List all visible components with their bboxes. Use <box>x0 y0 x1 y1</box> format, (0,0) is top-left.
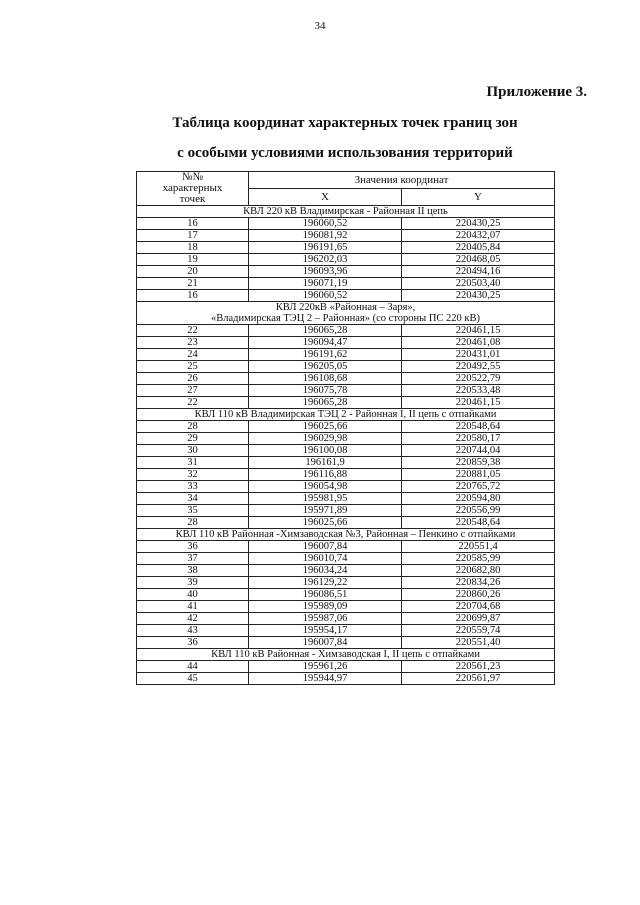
point-number-cell: 35 <box>137 505 249 517</box>
x-coordinate-cell: 196065,28 <box>249 325 402 337</box>
y-coordinate-cell: 220585,99 <box>402 553 555 565</box>
y-coordinate-cell: 220580,17 <box>402 433 555 445</box>
x-coordinate-cell: 196065,28 <box>249 397 402 409</box>
x-coordinate-cell: 196108,68 <box>249 373 402 385</box>
x-coordinate-cell: 196007,84 <box>249 637 402 649</box>
x-coordinate-cell: 195989,09 <box>249 601 402 613</box>
x-coordinate-cell: 196161,9 <box>249 457 402 469</box>
header-y: Y <box>402 189 555 206</box>
x-coordinate-cell: 196100,08 <box>249 445 402 457</box>
table-row <box>137 505 555 517</box>
point-number-cell: 22 <box>137 325 249 337</box>
point-number-cell: 31 <box>137 457 249 469</box>
y-coordinate-cell: 220704,68 <box>402 601 555 613</box>
page-number: 34 <box>314 20 326 32</box>
point-number-cell: 21 <box>137 278 249 290</box>
table-row <box>137 457 555 469</box>
table-row <box>137 349 555 361</box>
section-header-row <box>137 529 555 541</box>
y-coordinate-cell: 220430,25 <box>402 290 555 302</box>
table-row <box>137 385 555 397</box>
y-coordinate-cell: 220405,84 <box>402 242 555 254</box>
table-row <box>137 481 555 493</box>
y-coordinate-cell: 220881,05 <box>402 469 555 481</box>
table-row <box>137 661 555 673</box>
table-row <box>137 601 555 613</box>
table-row <box>137 625 555 637</box>
section-title <box>137 649 555 661</box>
table-row <box>137 613 555 625</box>
section-title-text: КВЛ 220кВ «Районная – Заря», <box>275 302 416 313</box>
point-number-cell: 16 <box>137 290 249 302</box>
table-row <box>137 577 555 589</box>
point-number-cell: 24 <box>137 349 249 361</box>
x-coordinate-cell: 195961,26 <box>249 661 402 673</box>
y-coordinate-cell: 220432,07 <box>402 230 555 242</box>
y-coordinate-cell: 220699,87 <box>402 613 555 625</box>
table-row <box>137 673 555 685</box>
table-row <box>137 421 555 433</box>
x-coordinate-cell: 195987,06 <box>249 613 402 625</box>
table-row <box>137 290 555 302</box>
x-coordinate-cell: 195944,97 <box>249 673 402 685</box>
x-coordinate-cell: 196007,84 <box>249 541 402 553</box>
table-row <box>137 493 555 505</box>
header-coordinate-values: Значения координат <box>249 172 555 189</box>
section-title-text: КВЛ 110 кВ Районная -Химзаводская №3, Районная – Пенкино с отпайками <box>175 529 516 540</box>
header-x: X <box>249 189 402 206</box>
table-row <box>137 517 555 529</box>
point-number-cell: 28 <box>137 421 249 433</box>
y-coordinate-cell: 220860,26 <box>402 589 555 601</box>
x-coordinate-cell: 195981,95 <box>249 493 402 505</box>
section-title <box>137 529 555 541</box>
y-coordinate-cell: 220834,26 <box>402 577 555 589</box>
point-number-cell: 18 <box>137 242 249 254</box>
section-title-text-line-2: «Владимирская ТЭЦ 2 – Районная» (со стороны ПС 220 кВ) <box>211 313 481 324</box>
coordinates-table <box>136 171 555 685</box>
point-number-cell: 42 <box>137 613 249 625</box>
point-number-cell: 17 <box>137 230 249 242</box>
y-coordinate-cell: 220430,25 <box>402 218 555 230</box>
table-row <box>137 553 555 565</box>
x-coordinate-cell: 195954,17 <box>249 625 402 637</box>
section-header-row <box>137 649 555 661</box>
table-row <box>137 254 555 266</box>
y-coordinate-cell: 220461,15 <box>402 325 555 337</box>
x-coordinate-cell: 196071,19 <box>249 278 402 290</box>
table-body <box>137 206 555 685</box>
point-number-cell: 27 <box>137 385 249 397</box>
appendix-label: Приложение 3. <box>486 84 587 100</box>
x-coordinate-cell: 196202,03 <box>249 254 402 266</box>
x-coordinate-cell: 195971,89 <box>249 505 402 517</box>
y-coordinate-cell: 220561,23 <box>402 661 555 673</box>
y-coordinate-cell: 220522,79 <box>402 373 555 385</box>
x-coordinate-cell: 196094,47 <box>249 337 402 349</box>
y-coordinate-cell: 220492,55 <box>402 361 555 373</box>
section-title-text: КВЛ 110 кВ Владимирская ТЭЦ 2 - Районная I, II цепь с отпайками <box>194 409 497 420</box>
table-row <box>137 433 555 445</box>
y-coordinate-cell: 220533,48 <box>402 385 555 397</box>
y-coordinate-cell: 220682,80 <box>402 565 555 577</box>
point-number-cell: 29 <box>137 433 249 445</box>
y-coordinate-cell: 220548,64 <box>402 517 555 529</box>
x-coordinate-cell: 196081,92 <box>249 230 402 242</box>
y-coordinate-cell: 220765,72 <box>402 481 555 493</box>
y-coordinate-cell: 220461,08 <box>402 337 555 349</box>
y-coordinate-cell: 220551,40 <box>402 637 555 649</box>
section-title-text: КВЛ 220 кВ Владимирская - Районная II цепь <box>243 206 448 217</box>
point-number-cell: 40 <box>137 589 249 601</box>
point-number-cell: 26 <box>137 373 249 385</box>
table-row <box>137 445 555 457</box>
table-row <box>137 589 555 601</box>
y-coordinate-cell: 220744,04 <box>402 445 555 457</box>
section-header-row <box>137 206 555 218</box>
point-number-cell: 38 <box>137 565 249 577</box>
x-coordinate-cell: 196025,66 <box>249 421 402 433</box>
y-coordinate-cell: 220461,15 <box>402 397 555 409</box>
x-coordinate-cell: 196025,66 <box>249 517 402 529</box>
table-row <box>137 242 555 254</box>
y-coordinate-cell: 220594,80 <box>402 493 555 505</box>
y-coordinate-cell: 220859,38 <box>402 457 555 469</box>
table-row <box>137 637 555 649</box>
x-coordinate-cell: 196191,65 <box>249 242 402 254</box>
table-title-line-1: Таблица координат характерных точек границ зон <box>172 115 518 131</box>
x-coordinate-cell: 196054,98 <box>249 481 402 493</box>
point-number-cell: 20 <box>137 266 249 278</box>
y-coordinate-cell: 220503,40 <box>402 278 555 290</box>
point-number-cell: 44 <box>137 661 249 673</box>
x-coordinate-cell: 196060,52 <box>249 218 402 230</box>
section-header-row <box>137 409 555 421</box>
point-number-cell: 19 <box>137 254 249 266</box>
point-number-cell: 41 <box>137 601 249 613</box>
x-coordinate-cell: 196191,62 <box>249 349 402 361</box>
table-row <box>137 230 555 242</box>
table-row <box>137 266 555 278</box>
point-number-cell: 25 <box>137 361 249 373</box>
section-header-row <box>137 302 555 325</box>
y-coordinate-cell: 220548,64 <box>402 421 555 433</box>
table-row <box>137 541 555 553</box>
x-coordinate-cell: 196060,52 <box>249 290 402 302</box>
point-number-cell: 32 <box>137 469 249 481</box>
x-coordinate-cell: 196129,22 <box>249 577 402 589</box>
x-coordinate-cell: 196093,96 <box>249 266 402 278</box>
header-point-number: №№ характерных точек <box>137 172 249 206</box>
point-number-cell: 36 <box>137 541 249 553</box>
point-number-cell: 33 <box>137 481 249 493</box>
point-number-cell: 22 <box>137 397 249 409</box>
section-title <box>137 206 555 218</box>
x-coordinate-cell: 196205,05 <box>249 361 402 373</box>
y-coordinate-cell: 220561,97 <box>402 673 555 685</box>
x-coordinate-cell: 196116,88 <box>249 469 402 481</box>
point-number-cell: 43 <box>137 625 249 637</box>
point-number-cell: 45 <box>137 673 249 685</box>
section-title <box>137 409 555 421</box>
section-title <box>137 302 555 325</box>
x-coordinate-cell: 196075,78 <box>249 385 402 397</box>
x-coordinate-cell: 196086,51 <box>249 589 402 601</box>
point-number-cell: 34 <box>137 493 249 505</box>
y-coordinate-cell: 220556,99 <box>402 505 555 517</box>
table-title-line-2: с особыми условиями использования территорий <box>177 145 513 161</box>
y-coordinate-cell: 220551,4 <box>402 541 555 553</box>
y-coordinate-cell: 220559,74 <box>402 625 555 637</box>
table-row <box>137 218 555 230</box>
table-row <box>137 565 555 577</box>
table-row <box>137 278 555 290</box>
y-coordinate-cell: 220468,05 <box>402 254 555 266</box>
point-number-cell: 39 <box>137 577 249 589</box>
table-row <box>137 337 555 349</box>
point-number-cell: 30 <box>137 445 249 457</box>
table-row <box>137 361 555 373</box>
point-number-cell: 23 <box>137 337 249 349</box>
table-row <box>137 325 555 337</box>
y-coordinate-cell: 220494,16 <box>402 266 555 278</box>
point-number-cell: 28 <box>137 517 249 529</box>
table-row <box>137 373 555 385</box>
section-title-text: КВЛ 110 кВ Районная - Химзаводская I, II цепь с отпайками <box>211 649 480 660</box>
x-coordinate-cell: 196034,24 <box>249 565 402 577</box>
table-row <box>137 397 555 409</box>
x-coordinate-cell: 196029,98 <box>249 433 402 445</box>
table-row <box>137 469 555 481</box>
y-coordinate-cell: 220431,01 <box>402 349 555 361</box>
point-number-cell: 36 <box>137 637 249 649</box>
point-number-cell: 16 <box>137 218 249 230</box>
x-coordinate-cell: 196010,74 <box>249 553 402 565</box>
point-number-cell: 37 <box>137 553 249 565</box>
